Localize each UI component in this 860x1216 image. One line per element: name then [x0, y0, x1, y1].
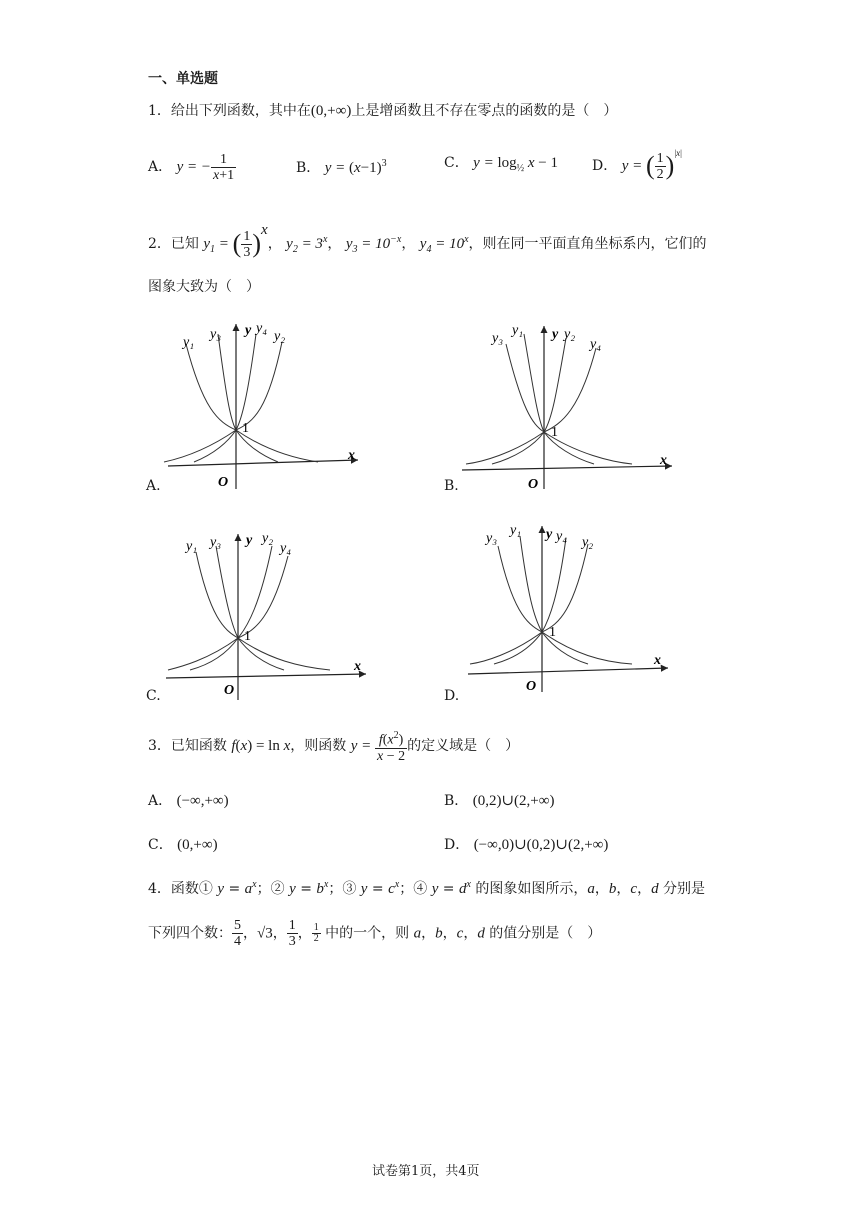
option-letter: A． — [148, 793, 173, 809]
curve-y2 — [492, 338, 566, 464]
label-y4: y₄ — [556, 529, 568, 544]
q2-graph-d-svg — [462, 514, 672, 694]
q3-option-b-expr: (0,2)∪(2,+∞) — [472, 793, 555, 809]
q3-suffix: 的定义域是（ ） — [407, 737, 520, 754]
label-x-axis: x — [354, 659, 361, 674]
q2-y3-expr: $y_3 = 10^{-x}$ — [345, 234, 402, 255]
option-letter: B． — [444, 793, 469, 809]
q2-suffix: ，则在同一平面直角坐标系内，它们的 — [468, 236, 707, 252]
curve-y1 — [524, 334, 594, 464]
option-letter: C． — [148, 837, 173, 853]
curve-y3 — [218, 334, 278, 462]
label-y2: y₂ — [564, 327, 576, 342]
q1-option-d[interactable]: D． y = ( $\frac{1}{2}$ )$^{|x|}$ — [592, 148, 682, 182]
q2-y2-expr: $y_2 = 3^x$ — [286, 234, 328, 255]
curve-y4 — [168, 556, 288, 670]
option-letter: A． — [148, 158, 173, 175]
q3-option-c-expr: (0,+∞) — [177, 837, 218, 853]
label-y2: y₂ — [274, 329, 286, 344]
q1-option-b-expr: y = — [324, 160, 350, 176]
option-letter: C． — [444, 155, 469, 171]
question-4-line1 — [148, 878, 705, 898]
q2-graph-a-letter: A. — [146, 478, 161, 494]
q2-y4-expr: $y_4 = 10^x$ — [419, 234, 469, 255]
option-letter: D． — [444, 837, 470, 853]
label-y1: y₁ — [183, 335, 195, 350]
q1-prefix: 1．给出下列函数，其中在 — [148, 103, 311, 119]
q2-graph-d[interactable] — [462, 514, 672, 694]
q2-graph-c-letter: C. — [146, 688, 161, 704]
label-point-1: 1 — [551, 425, 558, 440]
curve-y4 — [466, 348, 596, 464]
label-y4: y₄ — [590, 337, 602, 352]
label-y2: y₂ — [582, 535, 594, 550]
q3-option-d[interactable] — [444, 834, 608, 854]
q1-option-c[interactable]: C． $y = \log_{\frac{1}{2}} x - 1$ — [444, 155, 559, 174]
label-x-axis: x — [660, 453, 667, 468]
curve-y3 — [498, 546, 632, 664]
label-y-axis: y — [246, 533, 253, 548]
label-point-1: 1 — [244, 629, 251, 644]
x-axis — [468, 668, 668, 674]
label-x-axis: x — [654, 653, 661, 668]
q1-option-b[interactable]: B． $y = (x-1)^3$ — [296, 158, 387, 176]
label-y3: y₃ — [492, 331, 504, 346]
question-2-line1: 2．已知 $y_1$ = ( $\frac{1}{3}$ )$^x$， $y_2 = 3^x$， $y_3 = 10^{-x}$， $y_4 = 10^x$，则在同一平面直角坐标系内，它们的 — [148, 222, 707, 260]
question-3-text: 3．已知函数 f(x) = ln x，则函数 y = $\frac{f(x^2)}{x - 2}$ 的定义域是（ ） — [148, 730, 520, 764]
q2-graph-c[interactable] — [160, 522, 370, 702]
label-y-axis: y — [546, 527, 553, 542]
q1-interval: (0,+∞) — [310, 103, 352, 119]
label-point-1: 1 — [549, 625, 556, 640]
q1-option-a[interactable] — [148, 152, 236, 183]
q1-option-a-expr: y = − $\frac{1}{x+1}$ — [176, 152, 235, 183]
label-y1: y₁ — [510, 523, 522, 538]
q2-graph-b[interactable] — [462, 314, 672, 494]
q2-y1-expr: $y_1$ = — [203, 236, 233, 255]
label-origin: O — [528, 477, 539, 492]
q1-option-d-expr: y = — [621, 158, 646, 174]
q2-prefix: 2．已知 — [148, 236, 199, 252]
label-y4: y₄ — [256, 321, 268, 336]
option-letter: B． — [296, 160, 321, 176]
x-axis — [462, 466, 672, 470]
label-x-axis: x — [348, 448, 355, 463]
label-y3: y₃ — [486, 531, 498, 546]
q2-graph-a-svg — [148, 314, 358, 494]
q3-option-a[interactable] — [148, 790, 229, 810]
q3-prefix: 3．已知函数 — [148, 737, 227, 754]
q3-option-d-expr: (−∞,0)∪(0,2)∪(2,+∞) — [473, 837, 609, 853]
label-y1: y₁ — [512, 323, 524, 338]
option-letter: D． — [592, 158, 618, 174]
q1-option-c-expr: y = — [473, 155, 498, 171]
label-y1: y₁ — [186, 539, 198, 554]
label-y4: y₄ — [280, 541, 292, 556]
section-title: 一、单选题 — [148, 71, 218, 87]
curve-y3 — [506, 344, 632, 464]
label-y2: y₂ — [262, 531, 274, 546]
label-origin: O — [526, 679, 537, 694]
q3-y-expr: y = — [350, 737, 375, 754]
q3-fx: f — [231, 737, 236, 754]
label-y3: y₃ — [210, 327, 222, 342]
label-y3: y₃ — [210, 535, 222, 550]
q2-graph-b-letter: B. — [444, 478, 459, 494]
question-2-line2: 图象大致为（ ） — [148, 279, 260, 295]
curve-y2 — [164, 342, 282, 462]
label-y-axis: y — [245, 323, 252, 338]
q3-option-b[interactable] — [444, 790, 554, 810]
q3-mid: ，则函数 — [290, 737, 347, 754]
page-footer: 试卷第1页，共4页 — [372, 1164, 480, 1179]
x-axis — [166, 674, 366, 678]
q4-line1: 4．函数① $y = a^x$；② $y = b^x$；③ $y = c^x$；④ $y = d^x$ 的图象如图所示，a，b，c，d 分别是 — [148, 879, 706, 897]
q3-option-c[interactable] — [148, 834, 218, 854]
q2-graph-a[interactable] — [148, 314, 358, 494]
label-origin: O — [218, 475, 229, 490]
q2-graph-c-svg — [160, 522, 370, 702]
question-4-line2: 下列四个数： $\frac{5}{4}$ ，√3， $\frac{1}{3}$ ， $\frac{1}{2}$ 中的一个，则 a，b，c，d 的值分别是（ ） — [148, 918, 602, 949]
label-point-1: 1 — [242, 421, 249, 436]
curve-y4 — [494, 538, 566, 664]
question-1-text — [148, 100, 617, 120]
label-y-axis: y — [552, 327, 559, 342]
q2-graph-b-svg — [462, 314, 672, 494]
q3-option-a-expr: (−∞,+∞) — [176, 793, 229, 809]
label-origin: O — [224, 683, 235, 698]
q2-graph-d-letter: D. — [444, 688, 460, 704]
q1-suffix: 上是增函数且不存在零点的函数的是（ ） — [351, 103, 618, 119]
